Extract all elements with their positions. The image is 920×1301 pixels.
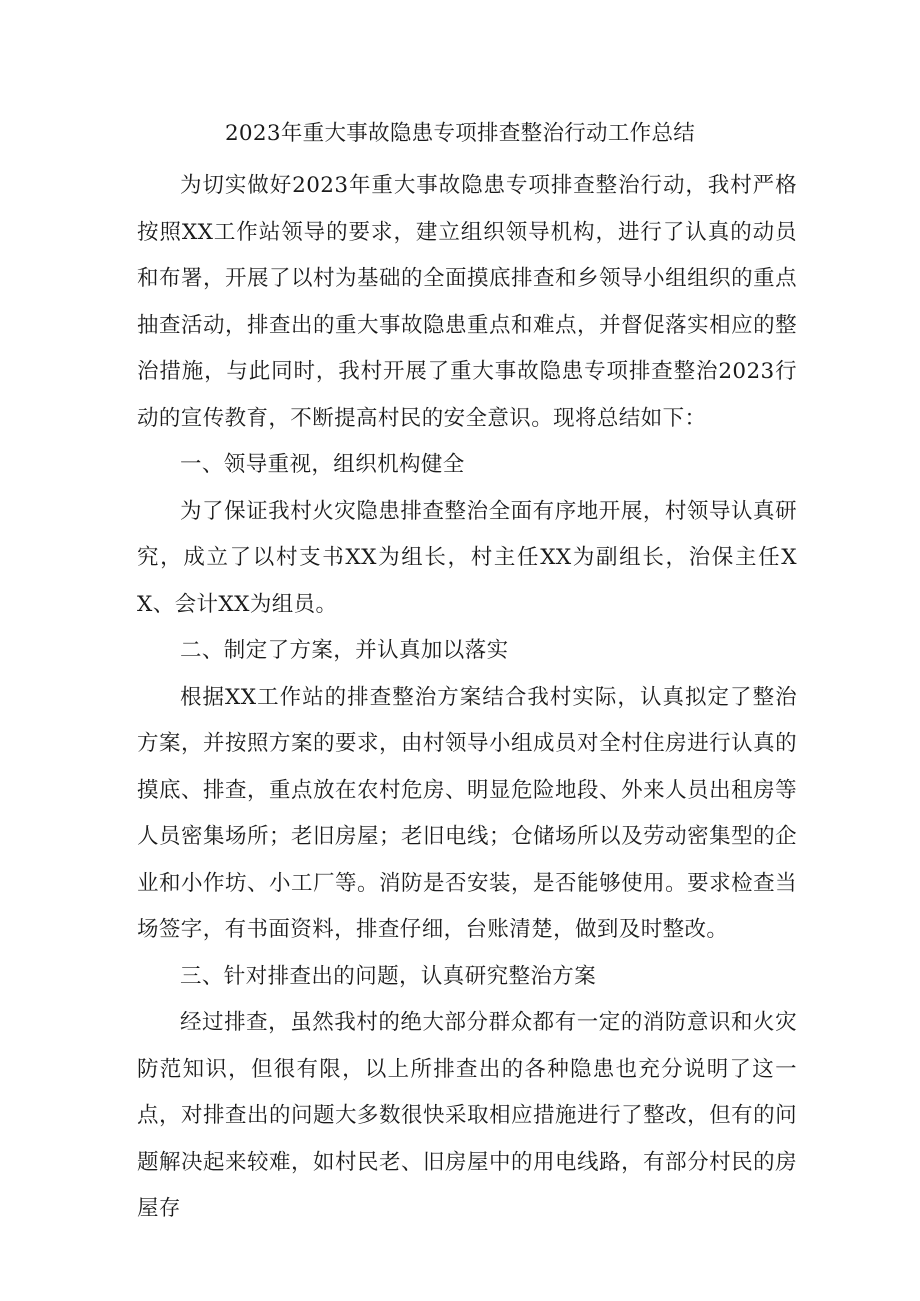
- section-paragraph-1: 为了保证我村火灾隐患排查整治全面有序地开展，村领导认真研究，成立了以村支书XX为组长，村主任XX为副组长，治保主任XX、会计XX为组员。: [137, 498, 797, 617]
- section-paragraph-3: 经过排查，虽然我村的绝大部分群众都有一定的消防意识和火灾防范知识，但很有限，以上所排查出的各种隐患也充分说明了这一点，对排查出的问题大多数很快采取相应措施进行了整改，但有的问题解决起来较难，如村民老、旧房屋中的用电线路，有部分村民的房屋存: [137, 1010, 797, 1221]
- document-body: [137, 163, 797, 1233]
- document-title: 2023年重大事故隐患专项排查整治行动工作总结: [224, 121, 696, 146]
- section-heading-2: 二、制定了方案，并认真加以落实: [180, 638, 509, 663]
- intro-paragraph: 为切实做好2023年重大事故隐患专项排查整治行动，我村严格按照XX工作站领导的要求，建立组织领导机构，进行了认真的动员和布署，开展了以村为基础的全面摸底排查和乡领导小组组织的重点抽查活动，排查出的重大事故隐患重点和难点，并督促落实相应的整治措施，与此同时，我村开展了重大事故隐患专项排查整治2023行动的宣传教育，不断提高村民的安全意识。现将总结如下：: [137, 173, 797, 431]
- section-heading-3: 三、针对排查出的问题，认真研究整治方案: [180, 963, 597, 989]
- section-heading-1: 一、领导重视，组织机构健全: [180, 452, 465, 477]
- section-paragraph-2: 根据XX工作站的排查整治方案结合我村实际，认真拟定了整治方案，并按照方案的要求，由村领导小组成员对全村住房进行认真的摸底、排查，重点放在农村危房、明显危险地段、外来人员出租房等人员密集场所；老旧房屋；老旧电线；仓储场所以及劳动密集型的企业和小作坊、小工厂等。消防是否安装，是否能够使用。要求检查当场签字，有书面资料，排查仔细，台账清楚，做到及时整改。: [137, 684, 797, 942]
